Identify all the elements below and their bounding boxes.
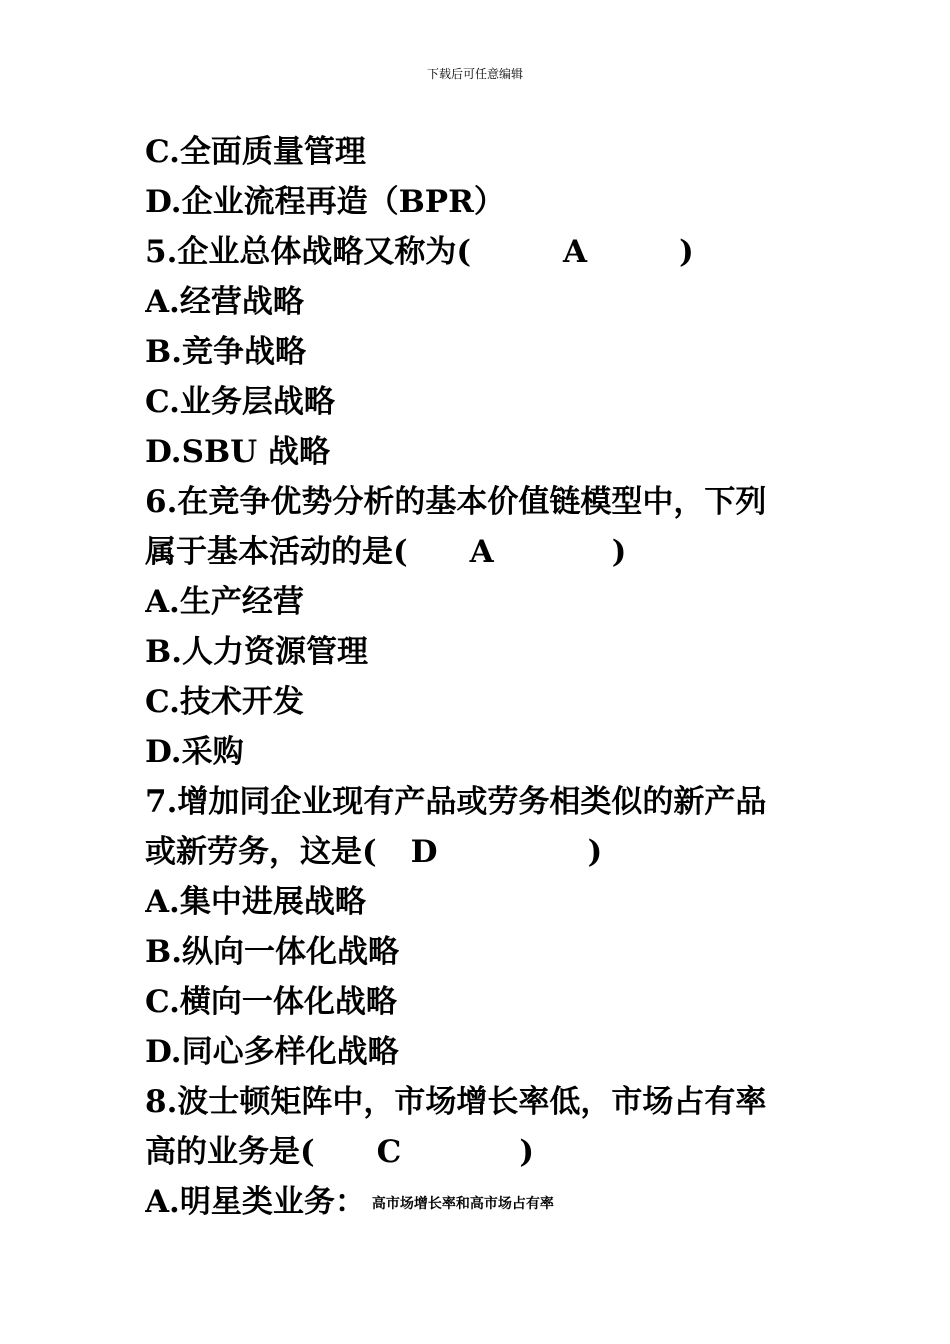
q5-option-d: D.SBU 战略 [145, 434, 330, 470]
question-7: 7.增加同企业现有产品或劳务相类似的新产品 [145, 784, 767, 820]
q7-option-d: D.同心多样化战略 [145, 1034, 399, 1070]
q8-option-a-label: A.明星类业务： [145, 1184, 366, 1220]
question-6-stem: 属于基本活动的是( [145, 534, 408, 570]
q6-option-b: B.人力资源管理 [145, 634, 368, 670]
question-7-cont [145, 827, 845, 877]
question-8-stem: 高的业务是( [145, 1134, 315, 1170]
question-8-close: ) [519, 1134, 535, 1170]
question-6-close: ) [611, 534, 627, 570]
question-6: 6.在竞争优势分析的基本价值链模型中，下列 [145, 484, 767, 520]
q8-option-a-note: 高市场增长率和高市场占有率 [371, 1195, 554, 1212]
q5-option-a: A.经营战略 [145, 284, 304, 320]
option-d-bpr: D.企业流程再造（BPR） [145, 184, 505, 220]
document-body [145, 127, 845, 1227]
question-7-close: ) [587, 834, 603, 870]
question-8-answer: C [376, 1134, 402, 1170]
q5-option-b: B.竞争战略 [145, 334, 306, 370]
question-8-cont [145, 1127, 845, 1177]
question-6-answer: A [469, 534, 494, 570]
q8-option-a [145, 1177, 845, 1227]
q7-option-c: C.横向一体化战略 [145, 984, 397, 1020]
q7-option-a: A.集中进展战略 [145, 884, 366, 920]
question-7-answer: D [410, 834, 438, 870]
q6-option-d: D.采购 [145, 734, 244, 770]
q7-option-b: B.纵向一体化战略 [145, 934, 399, 970]
q6-option-a: A.生产经营 [145, 584, 304, 620]
q5-option-c: C.业务层战略 [145, 384, 335, 420]
question-5-stem: 5.企业总体战略又称为( [145, 234, 472, 270]
q6-option-c: C.技术开发 [145, 684, 304, 720]
page-header: 下载后可任意编辑 [426, 67, 523, 81]
question-7-stem: 或新劳务，这是( [145, 834, 377, 870]
question-8: 8.波士顿矩阵中，市场增长率低，市场占有率 [145, 1084, 767, 1120]
question-6-cont [145, 527, 845, 577]
question-5 [145, 227, 845, 277]
option-c-tqm: C.全面质量管理 [145, 134, 366, 170]
question-5-close: ) [679, 234, 694, 270]
question-5-answer: A [563, 234, 588, 270]
